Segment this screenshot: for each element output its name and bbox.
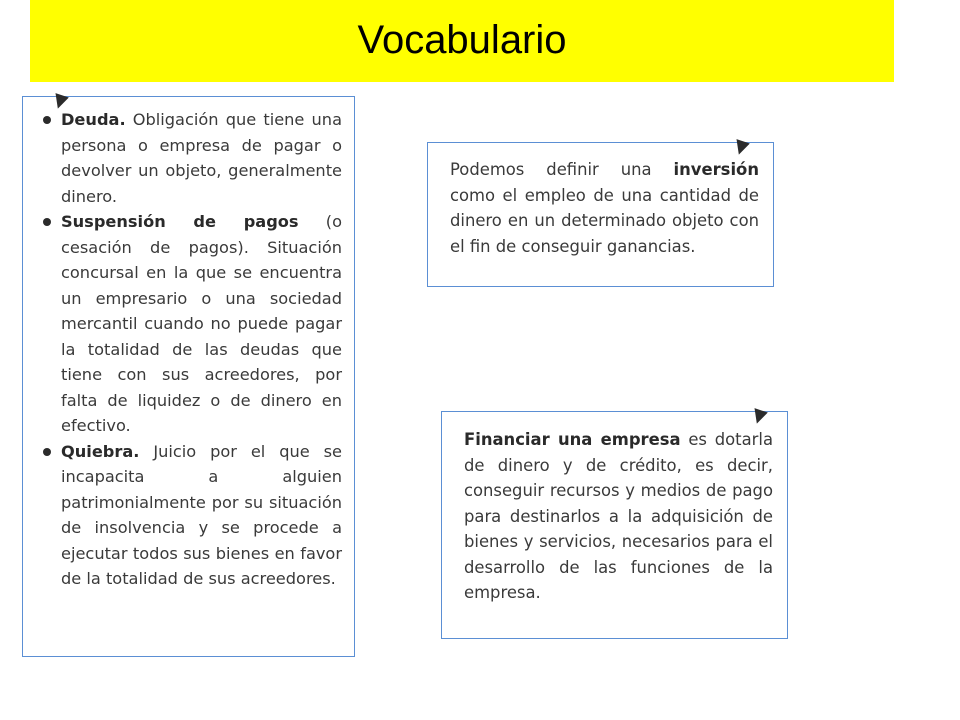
inversion-term: inversión [673, 160, 759, 179]
glossary-item-suspension-de-pagos [39, 209, 342, 439]
glossary-item-deuda [39, 107, 342, 209]
financiar-text-after: es dotarla de dinero y de crédito, es decir, conseguir recursos y medios de pago para destinarlos a la adquisición de bienes y servicios, necesarios para el desarrollo de las funciones de la empresa. [464, 430, 773, 602]
title-banner [30, 0, 894, 82]
glossary-item-quiebra [39, 439, 342, 592]
glossary-definition: Juicio por el que se incapacita a alguien patrimonialmente por su situación de insolvencia y se procede a ejecutar todos sus bienes en favor de la totalidad de sus acreedores. [61, 441, 342, 588]
financiar-card [441, 411, 788, 639]
glossary-definition: (o cesación de pagos). Situación concursal en la que se encuentra un empresario o una sociedad mercantil cuando no puede pagar la totalidad de las deudas que tiene con sus acreedores, por falta de liquidez o de dinero en efectivo. [61, 212, 342, 435]
inversion-text-after: como el empleo de una cantidad de dinero en un determinado objeto con el fin de conseguir ganancias. [450, 185, 759, 256]
glossary-list [39, 107, 342, 592]
bullet-icon [43, 218, 51, 226]
glossary-term: Suspensión de pagos [61, 212, 299, 231]
pointer-mark-icon [732, 139, 750, 157]
financiar-term: Financiar una empresa [464, 430, 681, 449]
glossary-term: Deuda. [61, 110, 126, 129]
glossary-term: Quiebra. [61, 441, 140, 461]
slide-title: Vocabulario [357, 18, 567, 62]
bullet-icon [43, 448, 51, 456]
bullet-icon [43, 116, 51, 124]
pointer-mark-icon [750, 408, 768, 426]
glossary-card [22, 96, 355, 657]
inversion-text-before: Podemos definir una [450, 160, 674, 179]
inversion-card [427, 142, 774, 287]
glossary-definition: Obligación que tiene una persona o empresa de pagar o devolver un objeto, generalmente dinero. [61, 110, 342, 206]
